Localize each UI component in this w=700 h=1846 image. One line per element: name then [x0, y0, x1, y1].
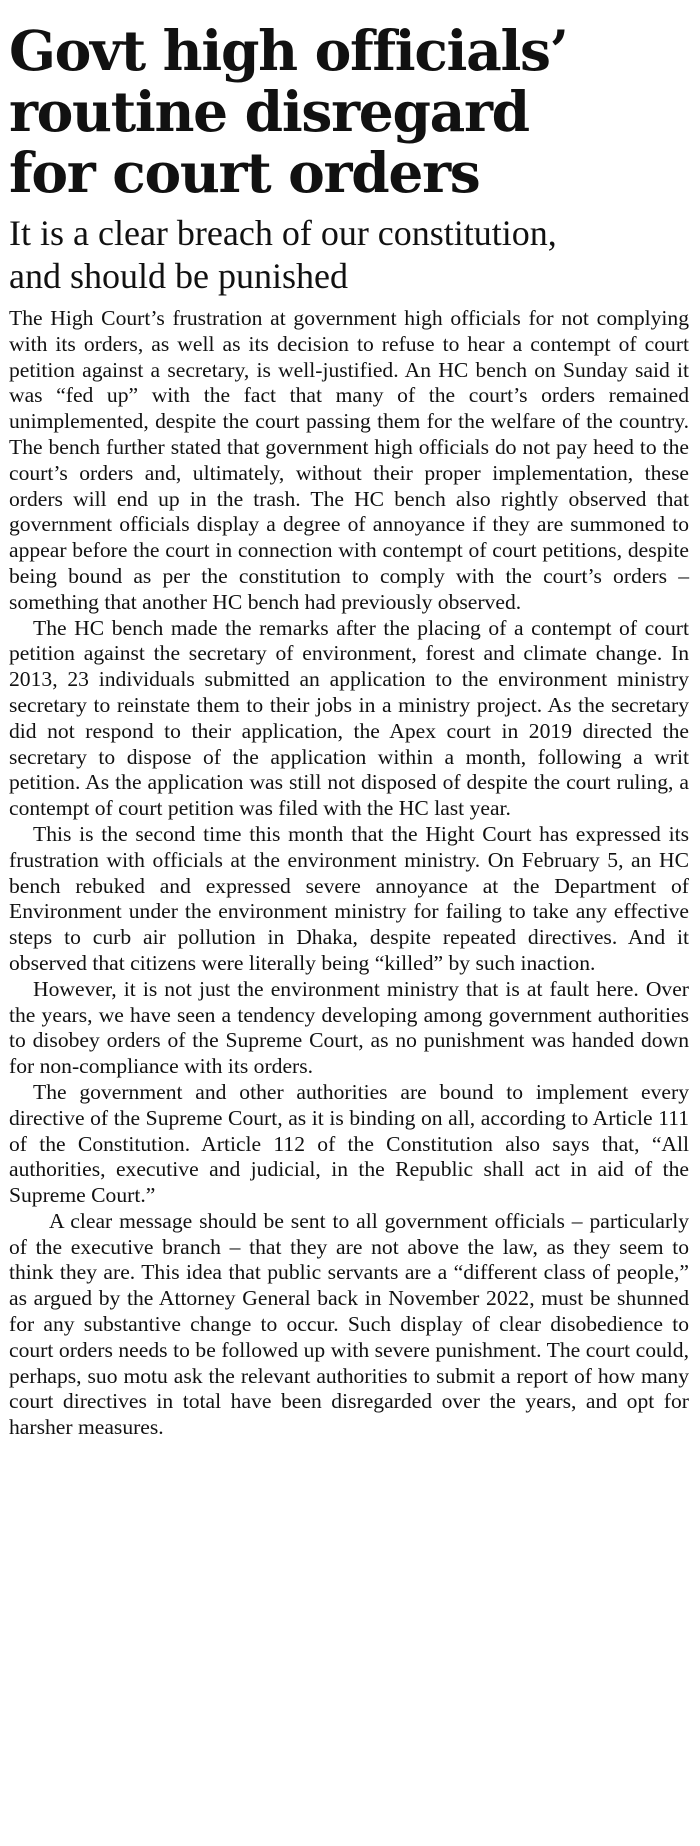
editorial-article — [9, 0, 689, 1441]
headline — [9, 20, 689, 203]
subheadline-line: It is a clear breach of our constitution, — [9, 213, 557, 253]
subheadline-line: and should be punished — [9, 256, 348, 296]
paragraph: However, it is not just the environment ministry that is at fault here. Over the years, we have seen a tendency developing among government authorities to disobey orders of the Supreme Court, as no punishment was handed down for non-compliance with its orders. — [9, 976, 689, 1079]
paragraph: A clear message should be sent to all government officials – particularly of the executive branch – that they are not above the law, as they seem to think they are. This idea that public servants are a “different class of people,” as argued by the Attorney General back in November 2022, must be shunned for any substantive change to occur. Such display of clear disobedience to court orders needs to be followed up with severe punishment. The court could, perhaps, suo motu ask the relevant authorities to submit a report of how many court directives in total have been disregarded over the years, and opt for harsher measures. — [9, 1208, 689, 1440]
headline-line: Govt high officials’ — [9, 18, 568, 83]
article-body — [9, 306, 689, 1441]
headline-line: routine disregard — [9, 79, 529, 144]
headline-line: for court orders — [9, 140, 480, 205]
subheadline — [9, 212, 689, 298]
paragraph: This is the second time this month that the Hight Court has expressed its frustration with officials at the environment ministry. On February 5, an HC bench rebuked and expressed severe annoyance at the Department of Environment under the environment ministry for failing to take any effective steps to curb air pollution in Dhaka, despite repeated directives. And it observed that citizens were literally being “killed” by such inaction. — [9, 821, 689, 975]
paragraph: The government and other authorities are bound to implement every directive of the Supreme Court, as it is binding on all, according to Article 111 of the Constitution. Article 112 of the Constitution also says that, “All authorities, executive and judicial, in the Republic shall act in aid of the Supreme Court.” — [9, 1079, 689, 1208]
paragraph: The High Court’s frustration at government high officials for not complying with its orders, as well as its decision to refuse to hear a contempt of court petition against a secretary, is well-justified. An HC bench on Sunday said it was “fed up” with the fact that many of the court’s orders remained unimplemented, despite the court passing them for the welfare of the country. The bench further stated that government high officials do not pay heed to the court’s orders and, ultimately, without their proper implementation, these orders will end up in the trash. The HC bench also rightly observed that government officials display a degree of annoyance if they are summoned to appear before the court in connection with contempt of court petitions, despite being bound as per the constitution to comply with the court’s orders – something that another HC bench had previously observed. — [9, 306, 689, 614]
paragraph: The HC bench made the remarks after the placing of a contempt of court petition against the secretary of environment, forest and climate change. In 2013, 23 individuals submitted an application to the environment ministry secretary to reinstate them to their jobs in a ministry project. As the secretary did not respond to their application, the Apex court in 2019 directed the secretary to dispose of the application within a month, following a writ petition. As the application was still not disposed of despite the court ruling, a contempt of court petition was filed with the HC last year. — [9, 615, 689, 821]
